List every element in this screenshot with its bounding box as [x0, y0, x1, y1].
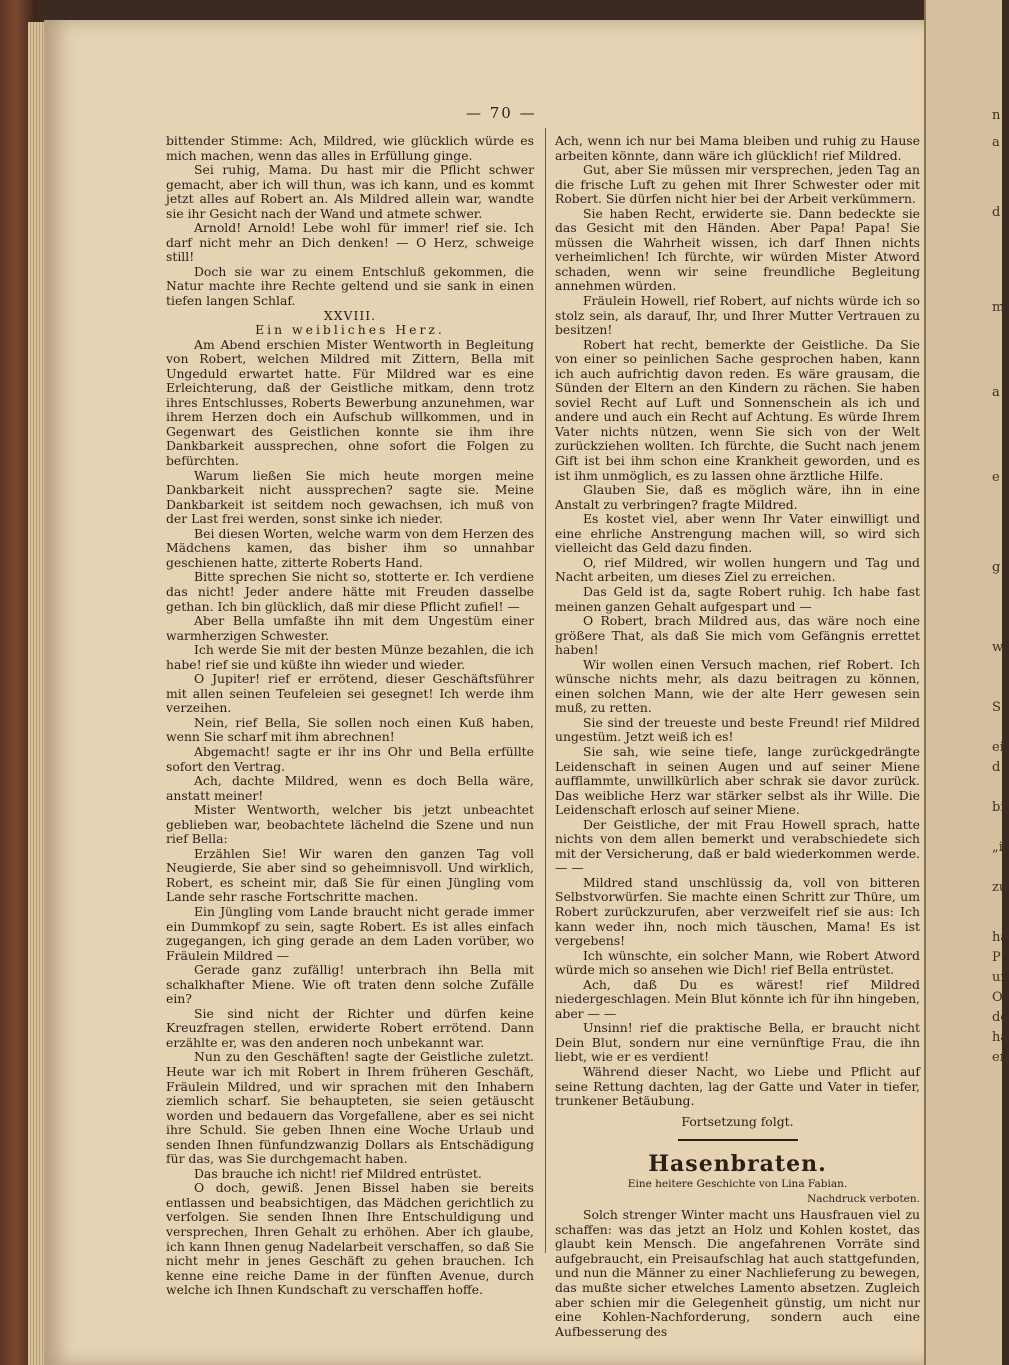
paragraph: Mildred stand unschlüssig da, voll von bitteren Selbstvorwürfen. Sie machte einen Schritt zur Thüre, um Robert zurückzurufen, aber verzweifelt rief sie aus: Ich kann weder ihn, noch mich täuschen, Mama! Es ist vergebens! — [555, 874, 920, 949]
paragraph: Ach, dachte Mildred, wenn es doch Bella wäre, anstatt meiner! — [166, 773, 534, 803]
adjacent-page-text: S — [992, 700, 1001, 715]
paragraph: Wir wollen einen Versuch machen, rief Robert. Ich wünsche nichts mehr, als dazu beitragen zu können, einen solchen Mann, wie der alte Herr gewesen sein muß, zu retten. — [555, 656, 920, 716]
adjacent-page-text: a — [992, 135, 1000, 150]
adjacent-page-text: P — [992, 950, 1001, 965]
adjacent-page-text: „i — [992, 840, 1003, 855]
paragraph: Sie sind nicht der Richter und dürfen keine Kreuzfragen stellen, erwiderte Robert errötend. Dann erzählte er, was den anderen noch unbekannt war. — [166, 1005, 534, 1050]
paragraph: Sie haben Recht, erwiderte sie. Dann bedeckte sie das Gesicht mit den Händen. Aber Papa! Papa! Sie müssen die Wahrheit wissen, ich darf Ihnen nichts verheimlichen! Ich fürchte, wir würden Mister Atword schaden, wenn wir seine freundliche Begleitung annehmen würden. — [555, 205, 920, 294]
left-column — [166, 134, 534, 1298]
adjacent-page-text: ei — [992, 740, 1004, 755]
paragraph: Nun zu den Geschäften! sagte der Geistliche zuletzt. Heute war ich mit Robert in Ihrem früheren Geschäft, Fräulein Mildred, und wir sprachen mit den Inhabern ziemlich scharf. Sie behaupteten, sie seien getäuscht worden und bedauern das Vorgefallene, aber es sei nicht ihre Schuld. Sie geben Ihnen eine Woche Urlaub und senden Ihnen fünfundzwanzig Dollars als Entschädigung für das, was Sie durchgemacht haben. — [166, 1049, 534, 1167]
paragraph: Aber Bella umfaßte ihn mit dem Ungestüm einer warmherzigen Schwester. — [166, 613, 534, 643]
adjacent-page-text: d — [992, 760, 1001, 775]
adjacent-page-text: de — [992, 1010, 1009, 1025]
paragraph: Am Abend erschien Mister Wentworth in Begleitung von Robert, welchen Mildred mit Zittern, Bella mit Ungeduld erwartet hatte. Für Mildred war es eine Erleichterung, daß der Geistliche mitkam, denn trotz ihres Entschlusses, Roberts Bewerbung anzunehmen, war ihrem Herzen doch ein Aufschub willkommen, und in Gegenwart des Geistlichen konnte sie ihm ihre Dankbarkeit aussprechen, ohne sofort die Folgen zu befürchten. — [166, 336, 534, 469]
story-title: Hasenbraten. — [648, 1151, 827, 1178]
paragraph: Warum ließen Sie mich heute morgen meine Dankbarkeit nicht aussprechen? sagte sie. Meine Dankbarkeit ist seitdem noch gewachsen, ich muß von der Last frei werden, sonst sinke ich nieder. — [166, 467, 534, 527]
paragraph: Erzählen Sie! Wir waren den ganzen Tag voll Neugierde, Sie aber sind so geheimnisvoll. Und wirklich, Robert, es scheint mir, daß Sie für einen Jüngling vom Lande sehr rasche Fortschritte machen. — [166, 845, 534, 905]
adjacent-page-text: n — [992, 108, 1001, 123]
adjacent-page-text: d — [992, 205, 1001, 220]
paragraph: Sei ruhig, Mama. Du hast mir die Pflicht schwer gemacht, aber ich will thun, was ich kann, und es kommt jetzt alles auf Robert an. Als Mildred allein war, wandte sie ihr Gesicht nach der Wand und atmete schwer. — [166, 162, 534, 221]
paragraph: Der Geistliche, der mit Frau Howell sprach, hatte nichts von dem allen bemerkt und verabschiedete sich mit der Versicherung, daß er bald wiederkommen werde. — — — [555, 816, 920, 876]
paragraph: bittender Stimme: Ach, Mildred, wie glücklich würde es mich machen, wenn das alles in Erfüllung ginge. — [166, 133, 534, 163]
paragraph: Abgemacht! sagte er ihr ins Ohr und Bella erfüllte sofort den Vertrag. — [166, 743, 534, 774]
paragraph: Ach, wenn ich nur bei Mama bleiben und ruhig zu Hause arbeiten könnte, dann wäre ich glücklich! rief Mildred. — [555, 133, 920, 163]
paragraph: Arnold! Arnold! Lebe wohl für immer! rief sie. Ich darf nicht mehr an Dich denken! — O Herz, schweige still! — [166, 220, 534, 265]
paragraph: Ach, daß Du es wärest! rief Mildred niedergeschlagen. Mein Blut könnte ich für ihn hingeben, aber — — — [555, 976, 920, 1021]
adjacent-page-text: zu — [992, 880, 1008, 895]
adjacent-page-text: a — [992, 385, 1000, 400]
paragraph: Unsinn! rief die praktische Bella, er braucht nicht Dein Blut, sondern nur eine vernünftige Frau, die ihn liebt, wie er es verdient! — [555, 1020, 920, 1065]
paragraph: Gut, aber Sie müssen mir versprechen, jeden Tag an die frische Luft zu gehen mit Ihrer Schwester oder mit Robert. Sie dürfen nicht hier bei der Arbeit verkümmern. — [555, 162, 920, 207]
paragraph: O doch, gewiß. Jenen Bissel haben sie bereits entlassen und beabsichtigen, das Mädchen gerichtlich zu verfolgen. Sie senden Ihnen Ihre Entschuldigung und versprechen, Ihren Gehalt zu erhöhen. Aber ich glaube, ich kann Ihnen genug Nadelarbeit verschaffen, so daß Sie nicht mehr in jenes Geschäft zu gehen brauchen. Ich kenne eine reiche Dame in der fünften Avenue, durch welche ich Ihnen Kundschaft zu verschaffen hoffe. — [166, 1180, 534, 1298]
paragraph: Robert hat recht, bemerkte der Geistliche. Da Sie von einer so peinlichen Sache gesprochen haben, kann ich auch aufrichtig davon reden. Es wäre grausam, die Sünden der Eltern an den Kindern zu rächen. Sie haben soviel Recht auf Luft und Sonnenschein als ich und andere und auch ein Recht auf Achtung. Es würde Ihrem Vater nichts nützen, wenn Sie sich von der Welt zurückziehen wollten. Ich fürchte, die Sucht nach jenem Gift ist bei ihm schon eine Krankheit geworden, und es ist ihm unmöglich, es zu lassen ohne ärztliche Hilfe. — [555, 336, 920, 483]
page-number: — 70 — — [466, 104, 537, 122]
paragraph: Ich werde Sie mit der besten Münze bezahlen, die ich habe! rief sie und küßte ihn wieder und wieder. — [166, 642, 534, 672]
paragraph: Mister Wentworth, welcher bis jetzt unbeachtet geblieben war, beobachtete lächelnd die Szene und nun rief Bella: — [166, 802, 534, 847]
chapter-number: XXVIII. — [323, 307, 377, 323]
paragraph: Bitte sprechen Sie nicht so, stotterte er. Ich verdiene das nicht! Jeder andere hätte mit Freuden dasselbe gethan. Ich bin glücklich, daß mir diese Pflicht zufiel! — — [166, 569, 534, 614]
paragraph: Glauben Sie, daß es möglich wäre, ihn in eine Anstalt zu verbringen? fragte Mildred. — [555, 482, 920, 512]
adjacent-page-text: un — [992, 970, 1009, 985]
adjacent-page-text: w — [992, 640, 1004, 655]
paragraph: Das brauche ich nicht! rief Mildred entrüstet. — [194, 1165, 482, 1181]
continuation-note: Fortsetzung folgt. — [681, 1113, 794, 1129]
reprint-notice: Nachdruck verboten. — [807, 1192, 920, 1205]
adjacent-page-text: m — [992, 300, 1005, 315]
paragraph: Es kostet viel, aber wenn Ihr Vater einwilligt und eine ehrliche Anstrengung machen will, so wird sich vielleicht das Geld dazu finden. — [555, 511, 920, 556]
paragraph: Sie sind der treueste und beste Freund! rief Mildred ungestüm. Jetzt weiß ich es! — [555, 714, 920, 745]
adjacent-page-text: e — [992, 470, 1000, 485]
paragraph: O Robert, brach Mildred aus, das wäre noch eine größere That, als daß Sie mich vom Gefängnis errettet haben! — [555, 613, 920, 658]
paragraph: O Jupiter! rief er errötend, dieser Geschäftsführer mit allen seinen Teufeleien sei gesegnet! Ich werde ihm verzeihen. — [166, 671, 534, 716]
section-divider — [678, 1139, 798, 1141]
paragraph: Ich wünschte, ein solcher Mann, wie Robert Atword würde mich so ansehen wie Dich! rief Bella entrüstet. — [555, 947, 920, 978]
chapter-title: Ein weibliches Herz. — [255, 322, 445, 338]
story-byline: Eine heitere Geschichte von Lina Fabian. — [627, 1178, 848, 1191]
right-column — [555, 134, 920, 1339]
paragraph: Solch strenger Winter macht uns Hausfrauen viel zu schaffen: was das jetzt an Holz und Kohlen kostet, das glaubt kein Mensch. Die angefahrenen Vorräte sind aufgebraucht, ein Preisaufschlag hat auch stattgefunden, und nun die Männer zu einer Nachlieferung zu bewegen, das mußte sicher etwelches Lamento absetzen. Zugleich aber schien mir die Gelegenheit günstig, um nicht nur eine Kohlen-Nachforderung, sondern auch eine Aufbesserung des — [555, 1207, 920, 1339]
adjacent-page-text: ha — [992, 1030, 1009, 1045]
paragraph: O, rief Mildred, wir wollen hungern und Tag und Nacht arbeiten, um dieses Ziel zu erreichen. — [555, 554, 920, 585]
paragraph: Bei diesen Worten, welche warm von dem Herzen des Mädchens kamen, das bisher ihm so unnahbar geschienen hatte, zitterte Roberts Hand. — [166, 525, 534, 570]
adjacent-page-edge — [924, 0, 1009, 1365]
paragraph: Gerade ganz zufällig! unterbrach ihn Bella mit schalkhafter Miene. Wie oft traten denn solche Zufälle ein? — [166, 962, 534, 1007]
adjacent-page-text: ha — [992, 930, 1009, 945]
column-divider — [545, 128, 546, 1253]
paragraph: Sie sah, wie seine tiefe, lange zurückgedrängte Leidenschaft in seinen Augen und auf seiner Miene aufflammte, unwillkürlich aber schrak sie davor zurück. Das weibliche Herz war stärker selbst als ihr Wille. Die Leidenschaft erlosch auf seiner Miene. — [555, 743, 920, 818]
paragraph: Fräulein Howell, rief Robert, auf nichts würde ich so stolz sein, als darauf, Ihr, und Ihrer Mutter Vertrauen zu besitzen! — [555, 293, 920, 338]
adjacent-page-text: er — [992, 1050, 1006, 1065]
paragraph: Nein, rief Bella, Sie sollen noch einen Kuß haben, wenn Sie scharf mit ihm abrechnen! — [166, 714, 534, 745]
adjacent-page-text: O — [992, 990, 1003, 1005]
paragraph: Ein Jüngling vom Lande braucht nicht gerade immer ein Dummkopf zu sein, sagte Robert. Es ist alles einfach zugegangen, ich ging gerade an dem Laden vorüber, wo Fräulein Mildred — — [166, 903, 534, 963]
paragraph: Das Geld ist da, sagte Robert ruhig. Ich habe fast meinen ganzen Gehalt aufgespart und — — [555, 583, 920, 614]
adjacent-page-text: g — [992, 560, 1001, 575]
adjacent-page-text: bi — [992, 800, 1005, 815]
paragraph: Während dieser Nacht, wo Liebe und Pflicht auf seine Rettung dachten, lag der Gatte und Vater in tiefer, trunkener Betäubung. — [555, 1064, 920, 1109]
paragraph: Doch sie war zu einem Entschluß gekommen, die Natur machte ihre Rechte geltend und sie sank in einen tiefen langen Schlaf. — [166, 263, 534, 309]
